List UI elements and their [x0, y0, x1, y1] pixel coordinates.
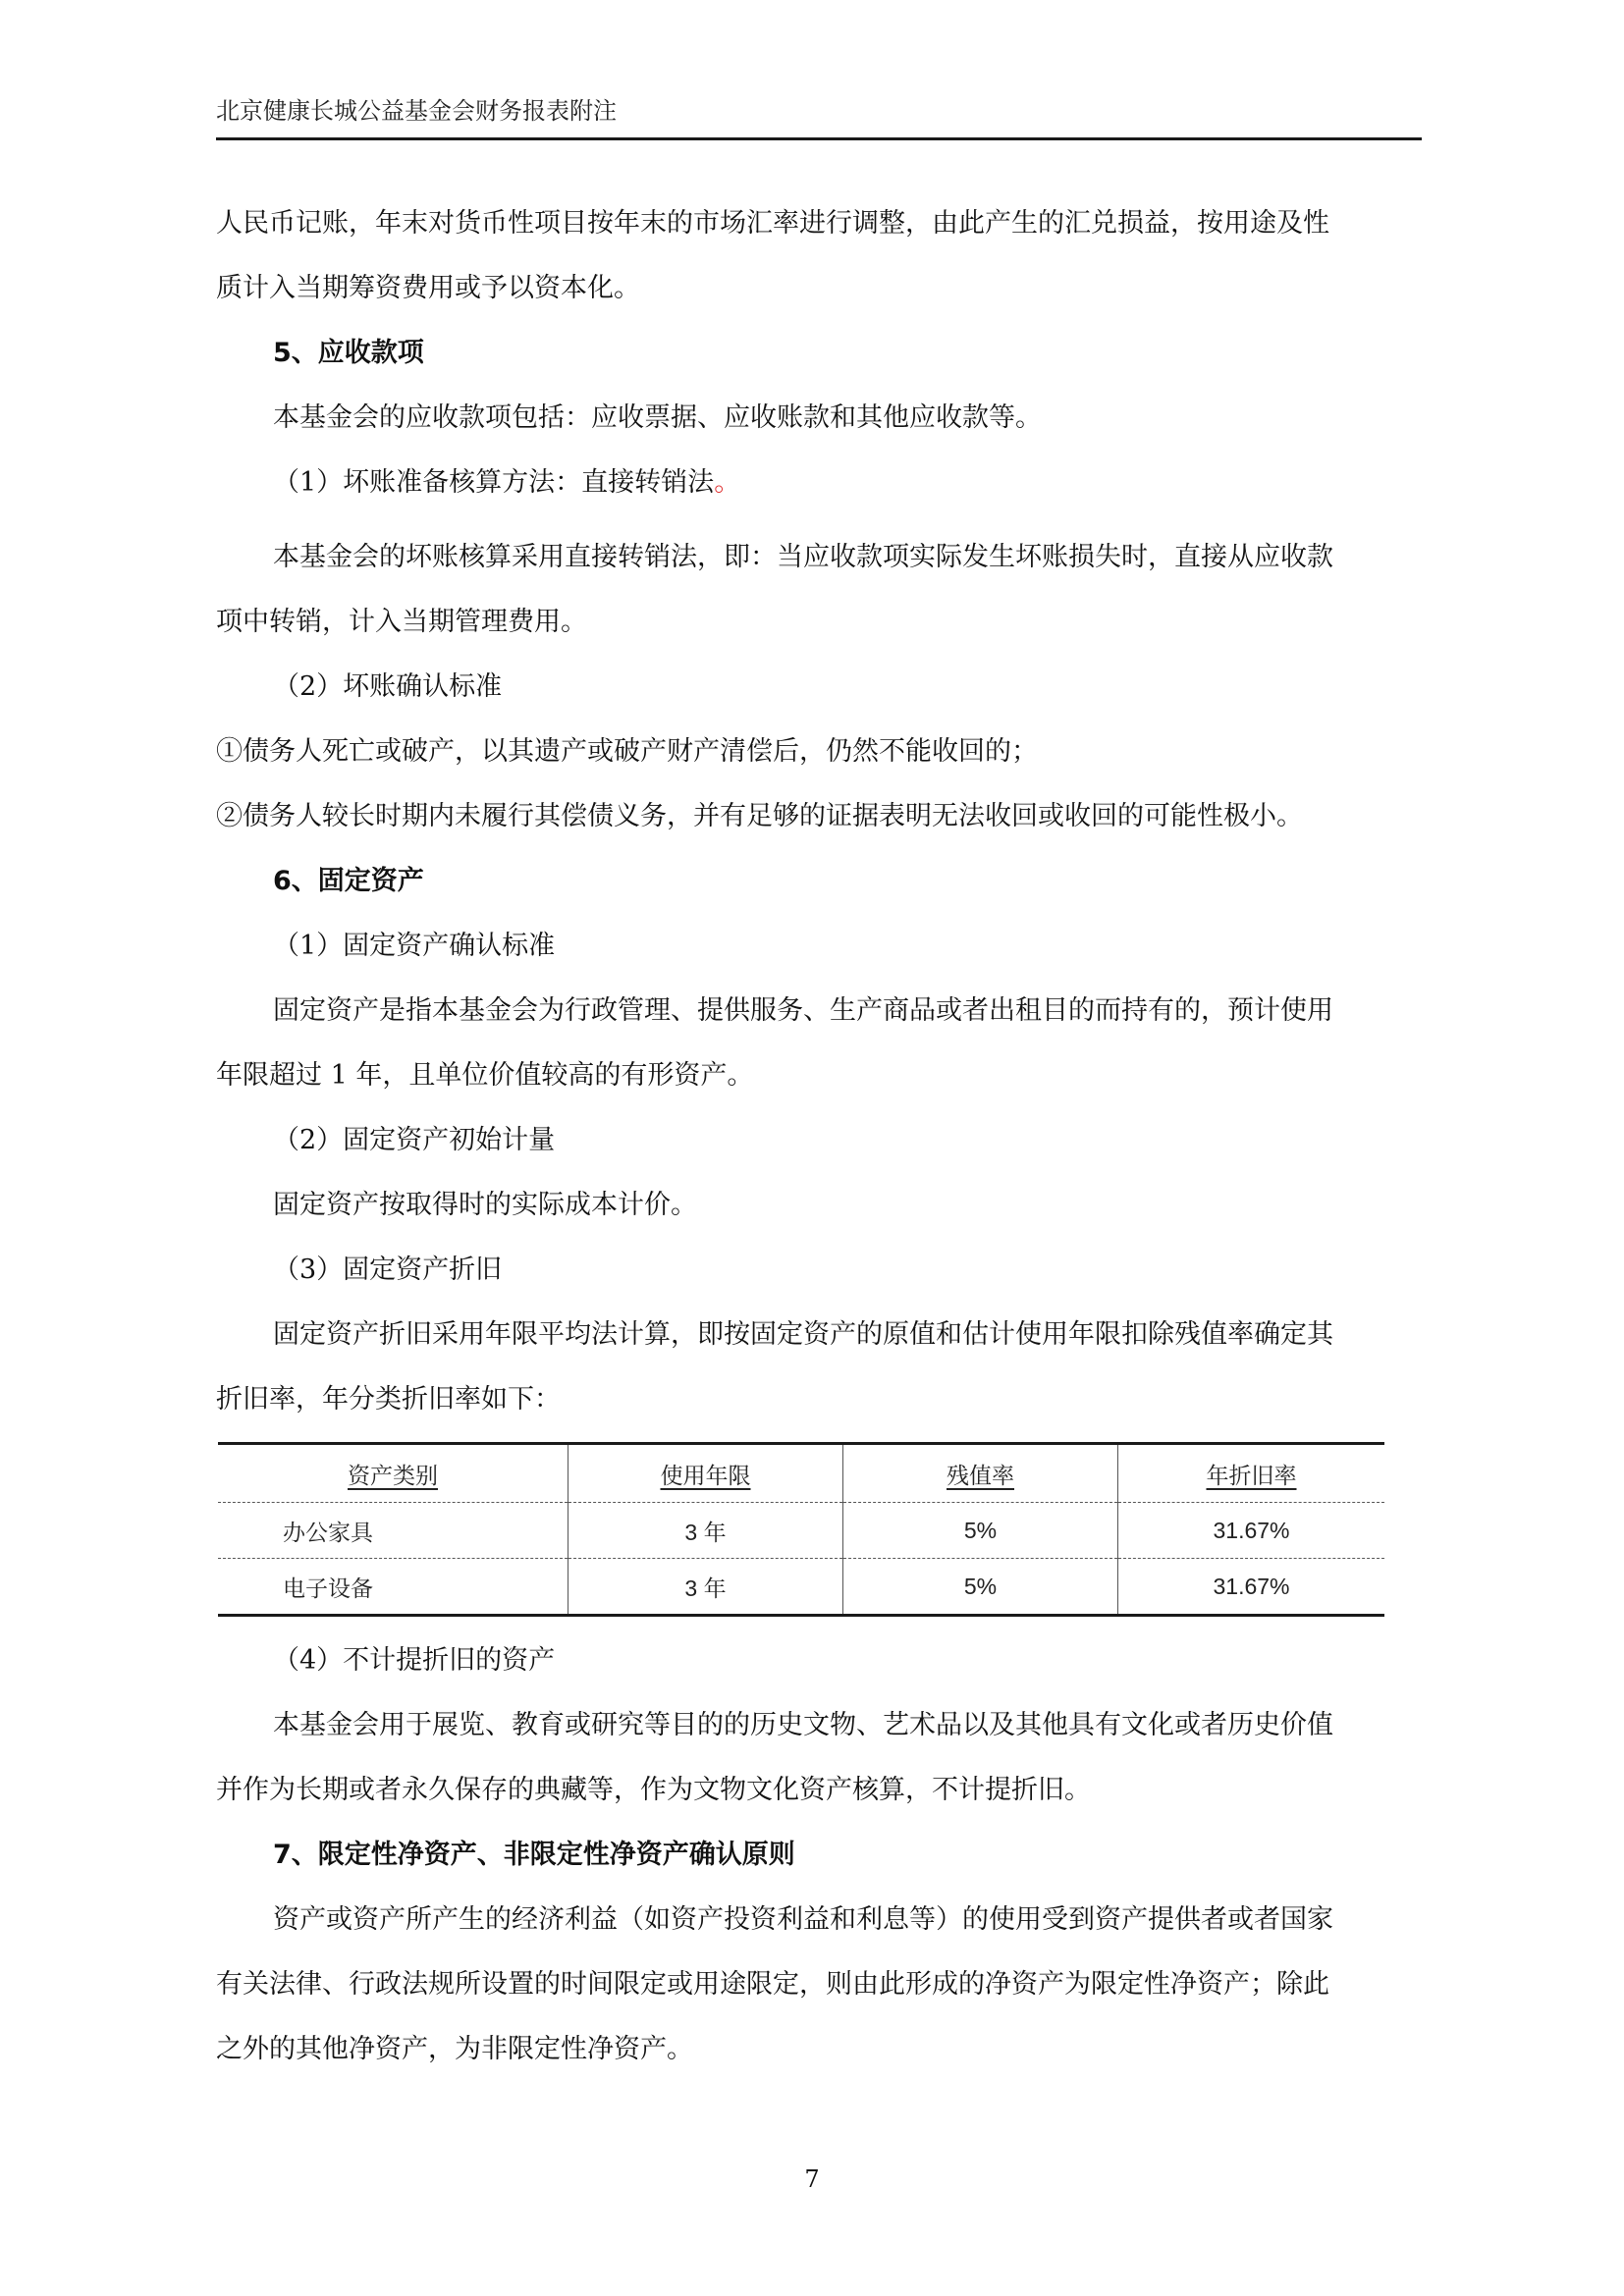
section-5-intro: 本基金会的应收款项包括：应收票据、应收账款和其他应收款等。 [273, 402, 1042, 433]
section-6-heading: 6、固定资产 [273, 866, 424, 896]
paragraph-line: 资产或资产所产生的经济利益（如资产投资利益和利息等）的使用受到资产提供者或者国家 [273, 1904, 1333, 1935]
paragraph-line: 有关法律、行政法规所设置的时间限定或用途限定，则由此形成的净资产为限定性净资产；除此 [216, 1969, 1329, 2000]
paragraph-line: 人民币记账，年末对货币性项目按年末的市场汇率进行调整，由此产生的汇兑损益，按用途及性 [216, 208, 1329, 239]
table-header-cell: 年折旧率 [1118, 1444, 1385, 1503]
paragraph-line: 年限超过 1 年，且单位价值较高的有形资产。 [216, 1060, 754, 1091]
paragraph-line: 之外的其他净资产，为非限定性净资产。 [216, 2034, 693, 2064]
paragraph-line: 本基金会的坏账核算采用直接转销法，即：当应收款项实际发生坏账损失时，直接从应收款 [273, 542, 1333, 572]
table-cell: 3 年 [568, 1503, 843, 1559]
paragraph-line: 质计入当期筹资费用或予以资本化。 [216, 273, 640, 303]
section-6-1-heading: （1）固定资产确认标准 [273, 931, 556, 961]
table-header-cell: 使用年限 [568, 1444, 843, 1503]
paragraph-line: 固定资产折旧采用年限平均法计算，即按固定资产的原值和估计使用年限扣除残值率确定其 [273, 1319, 1333, 1350]
paragraph-line: 固定资产是指本基金会为行政管理、提供服务、生产商品或者出租目的而持有的，预计使用 [273, 995, 1333, 1026]
section-5-1-heading [216, 451, 1424, 515]
section-6-2-heading: （2）固定资产初始计量 [273, 1125, 556, 1155]
table-cell: 5% [843, 1559, 1118, 1616]
table-cell: 5% [843, 1503, 1118, 1559]
table-cell: 办公家具 [218, 1503, 568, 1559]
section-5-1-heading-text: （1）坏账准备核算方法：直接转销法 [273, 467, 715, 498]
paragraph-line: 固定资产按取得时的实际成本计价。 [273, 1190, 697, 1220]
table-cell: 电子设备 [218, 1559, 568, 1616]
list-item: ①债务人死亡或破产，以其遗产或破产财产清偿后，仍然不能收回的； [216, 736, 1038, 767]
table-header-row [218, 1444, 1384, 1503]
list-item: ②债务人较长时期内未履行其偿债义务，并有足够的证据表明无法收回或收回的可能性极小。 [216, 801, 1303, 831]
table-header-cell: 残值率 [843, 1444, 1118, 1503]
paragraph-line: 并作为长期或者永久保存的典藏等，作为文物文化资产核算，不计提折旧。 [216, 1775, 1091, 1805]
paragraph-line: 折旧率，年分类折旧率如下： [216, 1384, 561, 1415]
table-row [218, 1503, 1384, 1559]
page-number: 7 [804, 2165, 820, 2193]
table-cell: 3 年 [568, 1559, 843, 1616]
section-5-1-heading-mark: 。 [714, 467, 741, 498]
table-header-cell: 资产类别 [218, 1444, 568, 1503]
section-6-4-heading: （4）不计提折旧的资产 [273, 1645, 556, 1676]
table-row [218, 1559, 1384, 1616]
header-title: 北京健康长城公益基金会财务报表附注 [216, 97, 617, 125]
paragraph-line: 本基金会用于展览、教育或研究等目的的历史文物、艺术品以及其他具有文化或者历史价值 [273, 1710, 1333, 1740]
paragraph-line: 项中转销，计入当期管理费用。 [216, 607, 587, 637]
table-cell: 31.67% [1118, 1503, 1385, 1559]
section-5-2-heading: （2）坏账确认标准 [273, 671, 503, 702]
depreciation-table [218, 1442, 1384, 1617]
section-6-3-heading: （3）固定资产折旧 [273, 1255, 503, 1285]
page-header [216, 96, 1422, 140]
table-cell: 31.67% [1213, 1573, 1290, 1599]
section-5-heading: 5、应收款项 [273, 338, 424, 368]
document-body [216, 191, 1424, 2082]
section-7-heading: 7、限定性净资产、非限定性净资产确认原则 [273, 1840, 795, 1870]
